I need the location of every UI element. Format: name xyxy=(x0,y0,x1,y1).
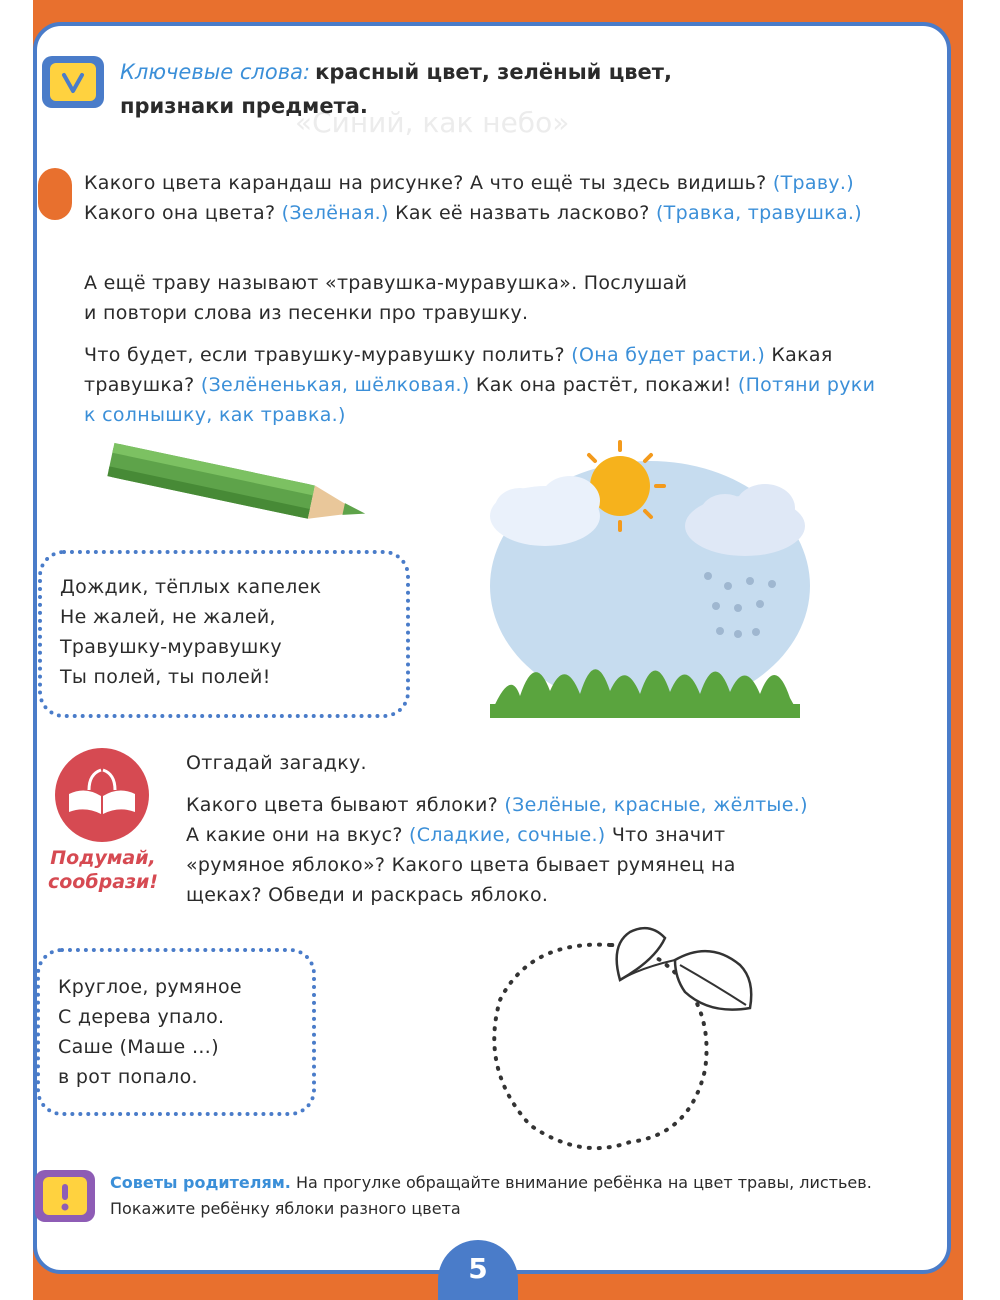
page-number: 5 xyxy=(438,1240,518,1300)
rain-grass-illustration xyxy=(480,436,820,726)
poem-line: Саше (Маше …) xyxy=(58,1036,219,1058)
poem-box-rain xyxy=(38,550,410,718)
keywords-block xyxy=(120,56,672,124)
cloud-icon xyxy=(490,476,600,546)
keywords-words-2: признаки предмета. xyxy=(120,94,368,118)
leaf-icon xyxy=(617,928,752,1009)
green-pencil-illustration xyxy=(100,442,380,532)
apple-tracing-outline[interactable] xyxy=(470,920,770,1160)
section-marker xyxy=(38,168,72,220)
riddle-badge-caption: Подумай, сообрази! xyxy=(47,847,159,893)
open-book-icon xyxy=(55,748,149,842)
poem-line: в рот попало. xyxy=(58,1066,198,1088)
section1-para1: Какого цвета карандаш на рисунке? А что ещё ты здесь видишь? (Траву.) Какого она цвета? (Зелёная.) Как её назвать ласково? (Травка, травушка.) xyxy=(84,172,862,224)
section2-para: Какого цвета бывают яблоки? (Зелёные, красные, жёлтые.) А какие они на вкус? (Сладкие, сочные.) Что значит «румяное яблоко»? Какого цвета бывает румянец на щеках? Обведи и раскрась яблоко. xyxy=(186,794,808,906)
exclamation-icon xyxy=(35,1170,95,1222)
keywords-label: Ключевые слова: xyxy=(120,60,311,84)
poem-box-apple xyxy=(36,948,316,1116)
poem-line: Не жалей, не жалей, xyxy=(60,606,276,628)
section1-para2: А ещё траву называют «травушка-муравушка». Послушай и повтори слова из песенки про травушку. xyxy=(84,272,688,324)
tip-label: Советы родителям. xyxy=(110,1173,291,1192)
section1-para3: Что будет, если травушку-муравушку полить? (Она будет расти.) Какая травушка? (Зелёненькая, шёлковая.) Как она растёт, покажи! (Потяни руки к солнышку, как травка.) xyxy=(84,344,876,426)
riddle-intro: Отгадай загадку. xyxy=(186,752,367,774)
poem-line: Ты полей, ты полей! xyxy=(60,666,271,688)
check-icon xyxy=(42,56,104,108)
parents-tip: Советы родителям. На прогулке обращайте внимание ребёнка на цвет травы, листьев. Покажите ребёнку яблоки разного цвета xyxy=(110,1173,872,1218)
poem-line: Круглое, румяное xyxy=(58,976,242,998)
keywords-words: красный цвет, зелёный цвет, xyxy=(315,60,672,84)
poem-line: Травушку-муравушку xyxy=(60,636,282,658)
poem-line: С дерева упало. xyxy=(58,1006,225,1028)
faded-title: «Синий, как небо» xyxy=(295,106,570,139)
poem-line: Дождик, тёплых капелек xyxy=(60,576,322,598)
